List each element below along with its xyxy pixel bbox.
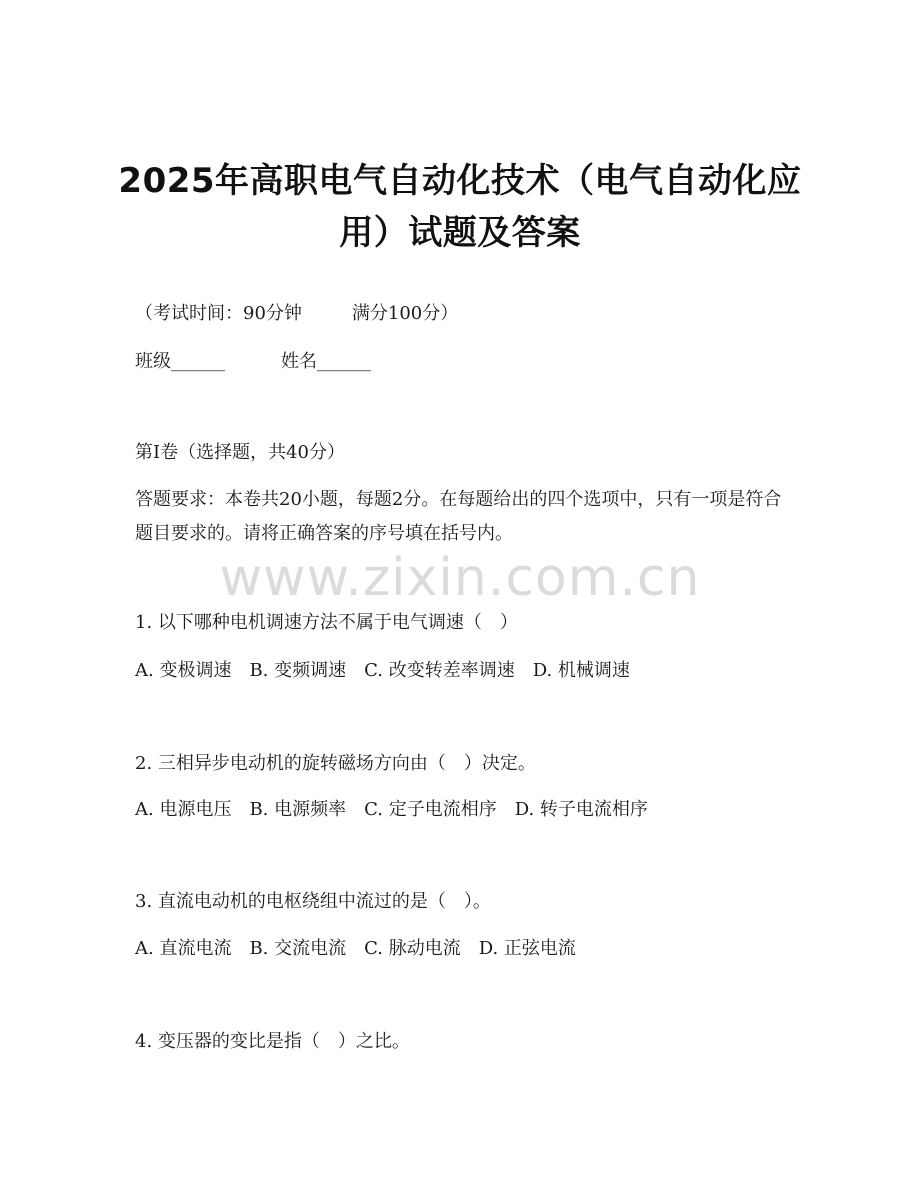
student-info — [135, 350, 371, 374]
question-3-options — [135, 937, 576, 961]
question-2-options — [135, 798, 648, 822]
option-a: A. 变极调速 — [135, 660, 232, 681]
option-b: B. 电源频率 — [249, 799, 347, 820]
option-b: B. 变频调速 — [249, 660, 347, 681]
page-title: 2025年高职电气自动化技术（电气自动化应用）试题及答案 — [118, 161, 802, 253]
exam-time: （考试时间：90分钟 — [135, 303, 302, 324]
option-a: A. 电源电压 — [135, 799, 232, 820]
option-d: D. 转子电流相序 — [514, 799, 648, 820]
exam-info — [135, 302, 458, 326]
question-1-options — [135, 659, 630, 683]
class-field: 班级______ — [135, 351, 225, 372]
section-instructions: 答题要求：本卷共20小题，每题2分。在每题给出的四个选项中，只有一项是符合题目要求的。请将正确答案的序号填在括号内。 — [135, 489, 782, 544]
option-c: C. 定子电流相序 — [364, 799, 497, 820]
option-d: D. 机械调速 — [532, 660, 630, 681]
option-b: B. 交流电流 — [249, 938, 347, 959]
question-3-stem: 3. 直流电动机的电枢绕组中流过的是（ ）。 — [135, 891, 491, 912]
question-4-stem: 4. 变压器的变比是指（ ）之比。 — [135, 1031, 410, 1052]
option-d: D. 正弦电流 — [478, 938, 576, 959]
name-field: 姓名______ — [281, 351, 371, 372]
watermark: www.zixin.com.cn — [219, 548, 701, 608]
option-c: C. 改变转差率调速 — [364, 660, 515, 681]
section-heading: 第I卷（选择题，共40分） — [135, 442, 346, 463]
question-1-stem: 1. 以下哪种电机调速方法不属于电气调速（ ） — [135, 612, 518, 633]
question-2-stem: 2. 三相异步电动机的旋转磁场方向由（ ）决定。 — [135, 753, 536, 774]
option-c: C. 脉动电流 — [364, 938, 461, 959]
option-a: A. 直流电流 — [135, 938, 232, 959]
exam-score: 满分100分） — [351, 303, 459, 324]
